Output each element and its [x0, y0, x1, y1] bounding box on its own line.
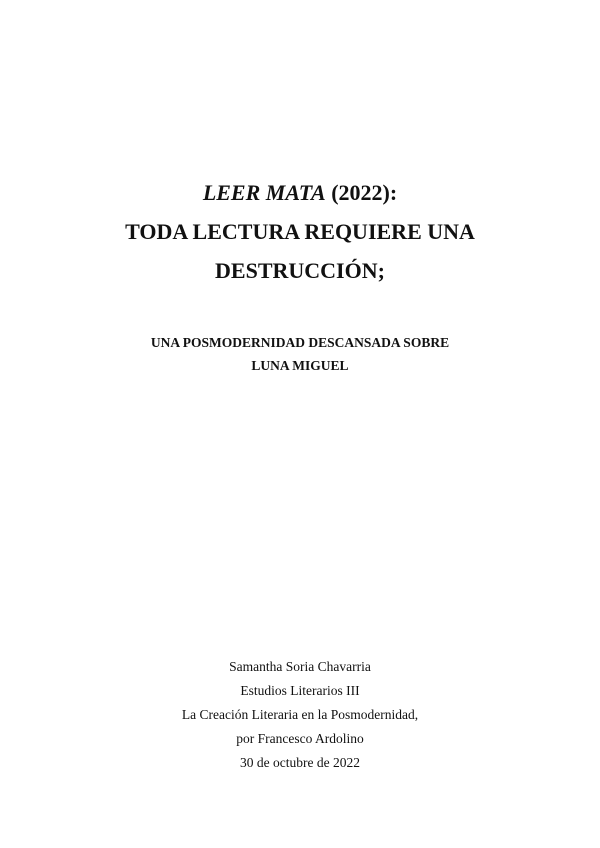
course-name: Estudios Literarios III: [240, 683, 360, 698]
subtitle-line-2: LUNA MIGUEL: [251, 358, 349, 373]
class-name: La Creación Literaria en la Posmodernidad,: [181, 707, 419, 722]
title-line-3: DESTRUCCIÓN;: [215, 258, 385, 283]
professor-name: por Francesco Ardolino: [236, 731, 364, 746]
subtitle-block: [0, 331, 600, 377]
title-block: [0, 173, 600, 290]
title-italic-work: LEER MATA: [202, 180, 326, 205]
title-line-1: [0, 173, 600, 212]
title-year: (2022):: [325, 180, 398, 205]
author-name: Samantha Soria Chavarria: [229, 659, 371, 674]
submission-date: 30 de octubre de 2022: [240, 755, 360, 770]
author-info-block: [0, 655, 600, 775]
subtitle-line-1: UNA POSMODERNIDAD DESCANSADA SOBRE: [150, 335, 450, 350]
title-line-2: TODA LECTURA REQUIERE UNA: [125, 219, 475, 244]
